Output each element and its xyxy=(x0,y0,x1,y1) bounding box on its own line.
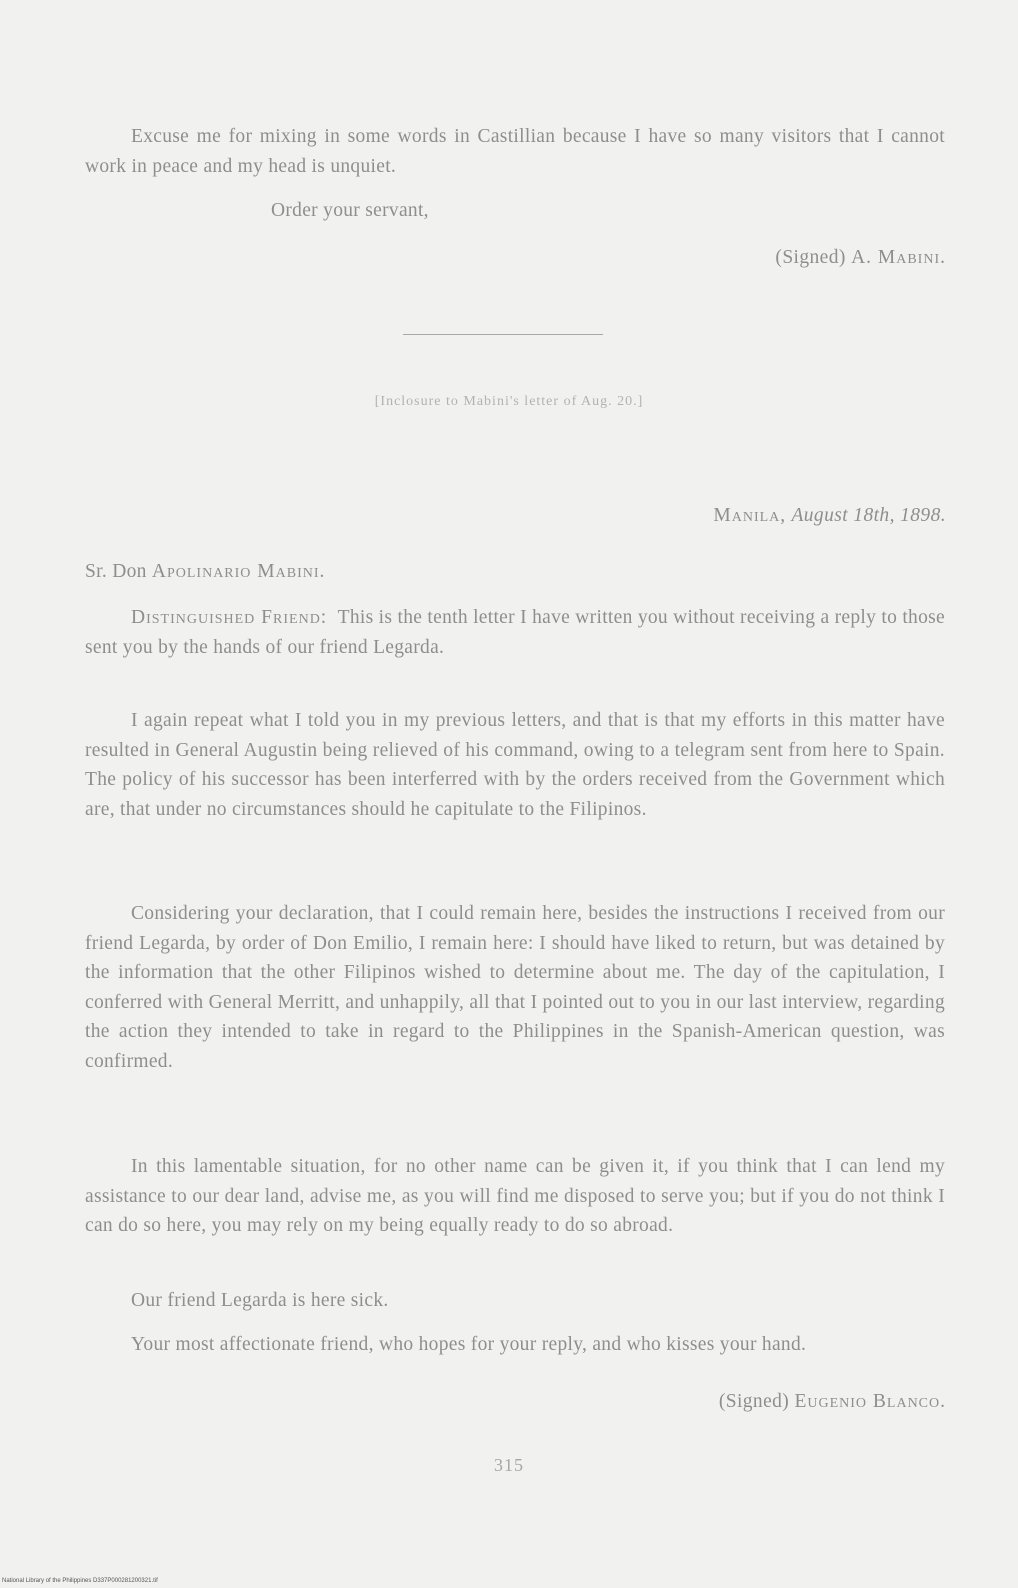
addressee xyxy=(85,561,325,583)
letter2-signature xyxy=(719,1391,946,1413)
dateline-date: August 18th, 1898. xyxy=(791,505,946,526)
letter2-paragraph-2: I again repeat what I told you in my previous letters, and that is that my efforts in this matter have resulted in General Augustin being relieved of his command, owing to a telegram sent from here to Spain. The policy of his successor has been interferred with by the orders received from the Government which are, that under no circumstances should he capitulate to the Filipinos. xyxy=(85,710,945,820)
archive-footer: National Library of the Philippines D337P000281200321.tif xyxy=(2,1578,158,1584)
salutation: Distinguished Friend: xyxy=(131,607,328,628)
letter2-paragraph-5: Our friend Legarda is here sick. xyxy=(131,1290,389,1311)
letter1-signed-name: A. Mabini. xyxy=(851,247,946,268)
inclosure-note: [Inclosure to Mabini's letter of Aug. 20.] xyxy=(374,394,644,409)
section-divider xyxy=(403,334,603,335)
page-number: 315 xyxy=(494,1455,524,1475)
dateline xyxy=(713,505,946,527)
letter2-signed-name: Eugenio Blanco. xyxy=(794,1391,946,1412)
letter2-paragraph-1 xyxy=(85,603,945,662)
letter1-signature xyxy=(775,247,946,269)
letter2-paragraph-1-text: This is the tenth letter I have written you without receiving a reply to those sent you by the hands of our friend Legarda. xyxy=(85,607,945,658)
addressee-name: Apolinario Mabini. xyxy=(151,561,326,582)
letter1-paragraph: Excuse me for mixing in some words in Castillian because I have so many visitors that I cannot work in peace and my head is unquiet. xyxy=(85,126,945,177)
letter1-closing: Order your servant, xyxy=(271,200,429,221)
letter2-signed-prefix: (Signed) xyxy=(718,1391,790,1412)
dateline-place: Manila, xyxy=(713,505,787,526)
addressee-prefix: Sr. Don xyxy=(85,561,147,582)
letter2-paragraph-3: Considering your declaration, that I could remain here, besides the instructions I received from our friend Legarda, by order of Don Emilio, I remain here: I should have liked to return, but was detained by the information that the other Filipinos wished to determine about me. The day of the capitulation, I conferred with General Merritt, and unhappily, all that I pointed out to you in our last interview, regarding the action they intended to take in regard to the Philippines in the Spanish-American question, was confirmed. xyxy=(85,903,945,1072)
letter1-signed-prefix: (Signed) xyxy=(775,247,846,268)
letter2-paragraph-6: Your most affectionate friend, who hopes for your reply, and who kisses your hand. xyxy=(131,1334,807,1355)
letter2-paragraph-4: In this lamentable situation, for no other name can be given it, if you think that I can lend my assistance to our dear land, advise me, as you will find me disposed to serve you; but if you do not think I can do so here, you may rely on my being equally ready to do so abroad. xyxy=(85,1156,945,1236)
